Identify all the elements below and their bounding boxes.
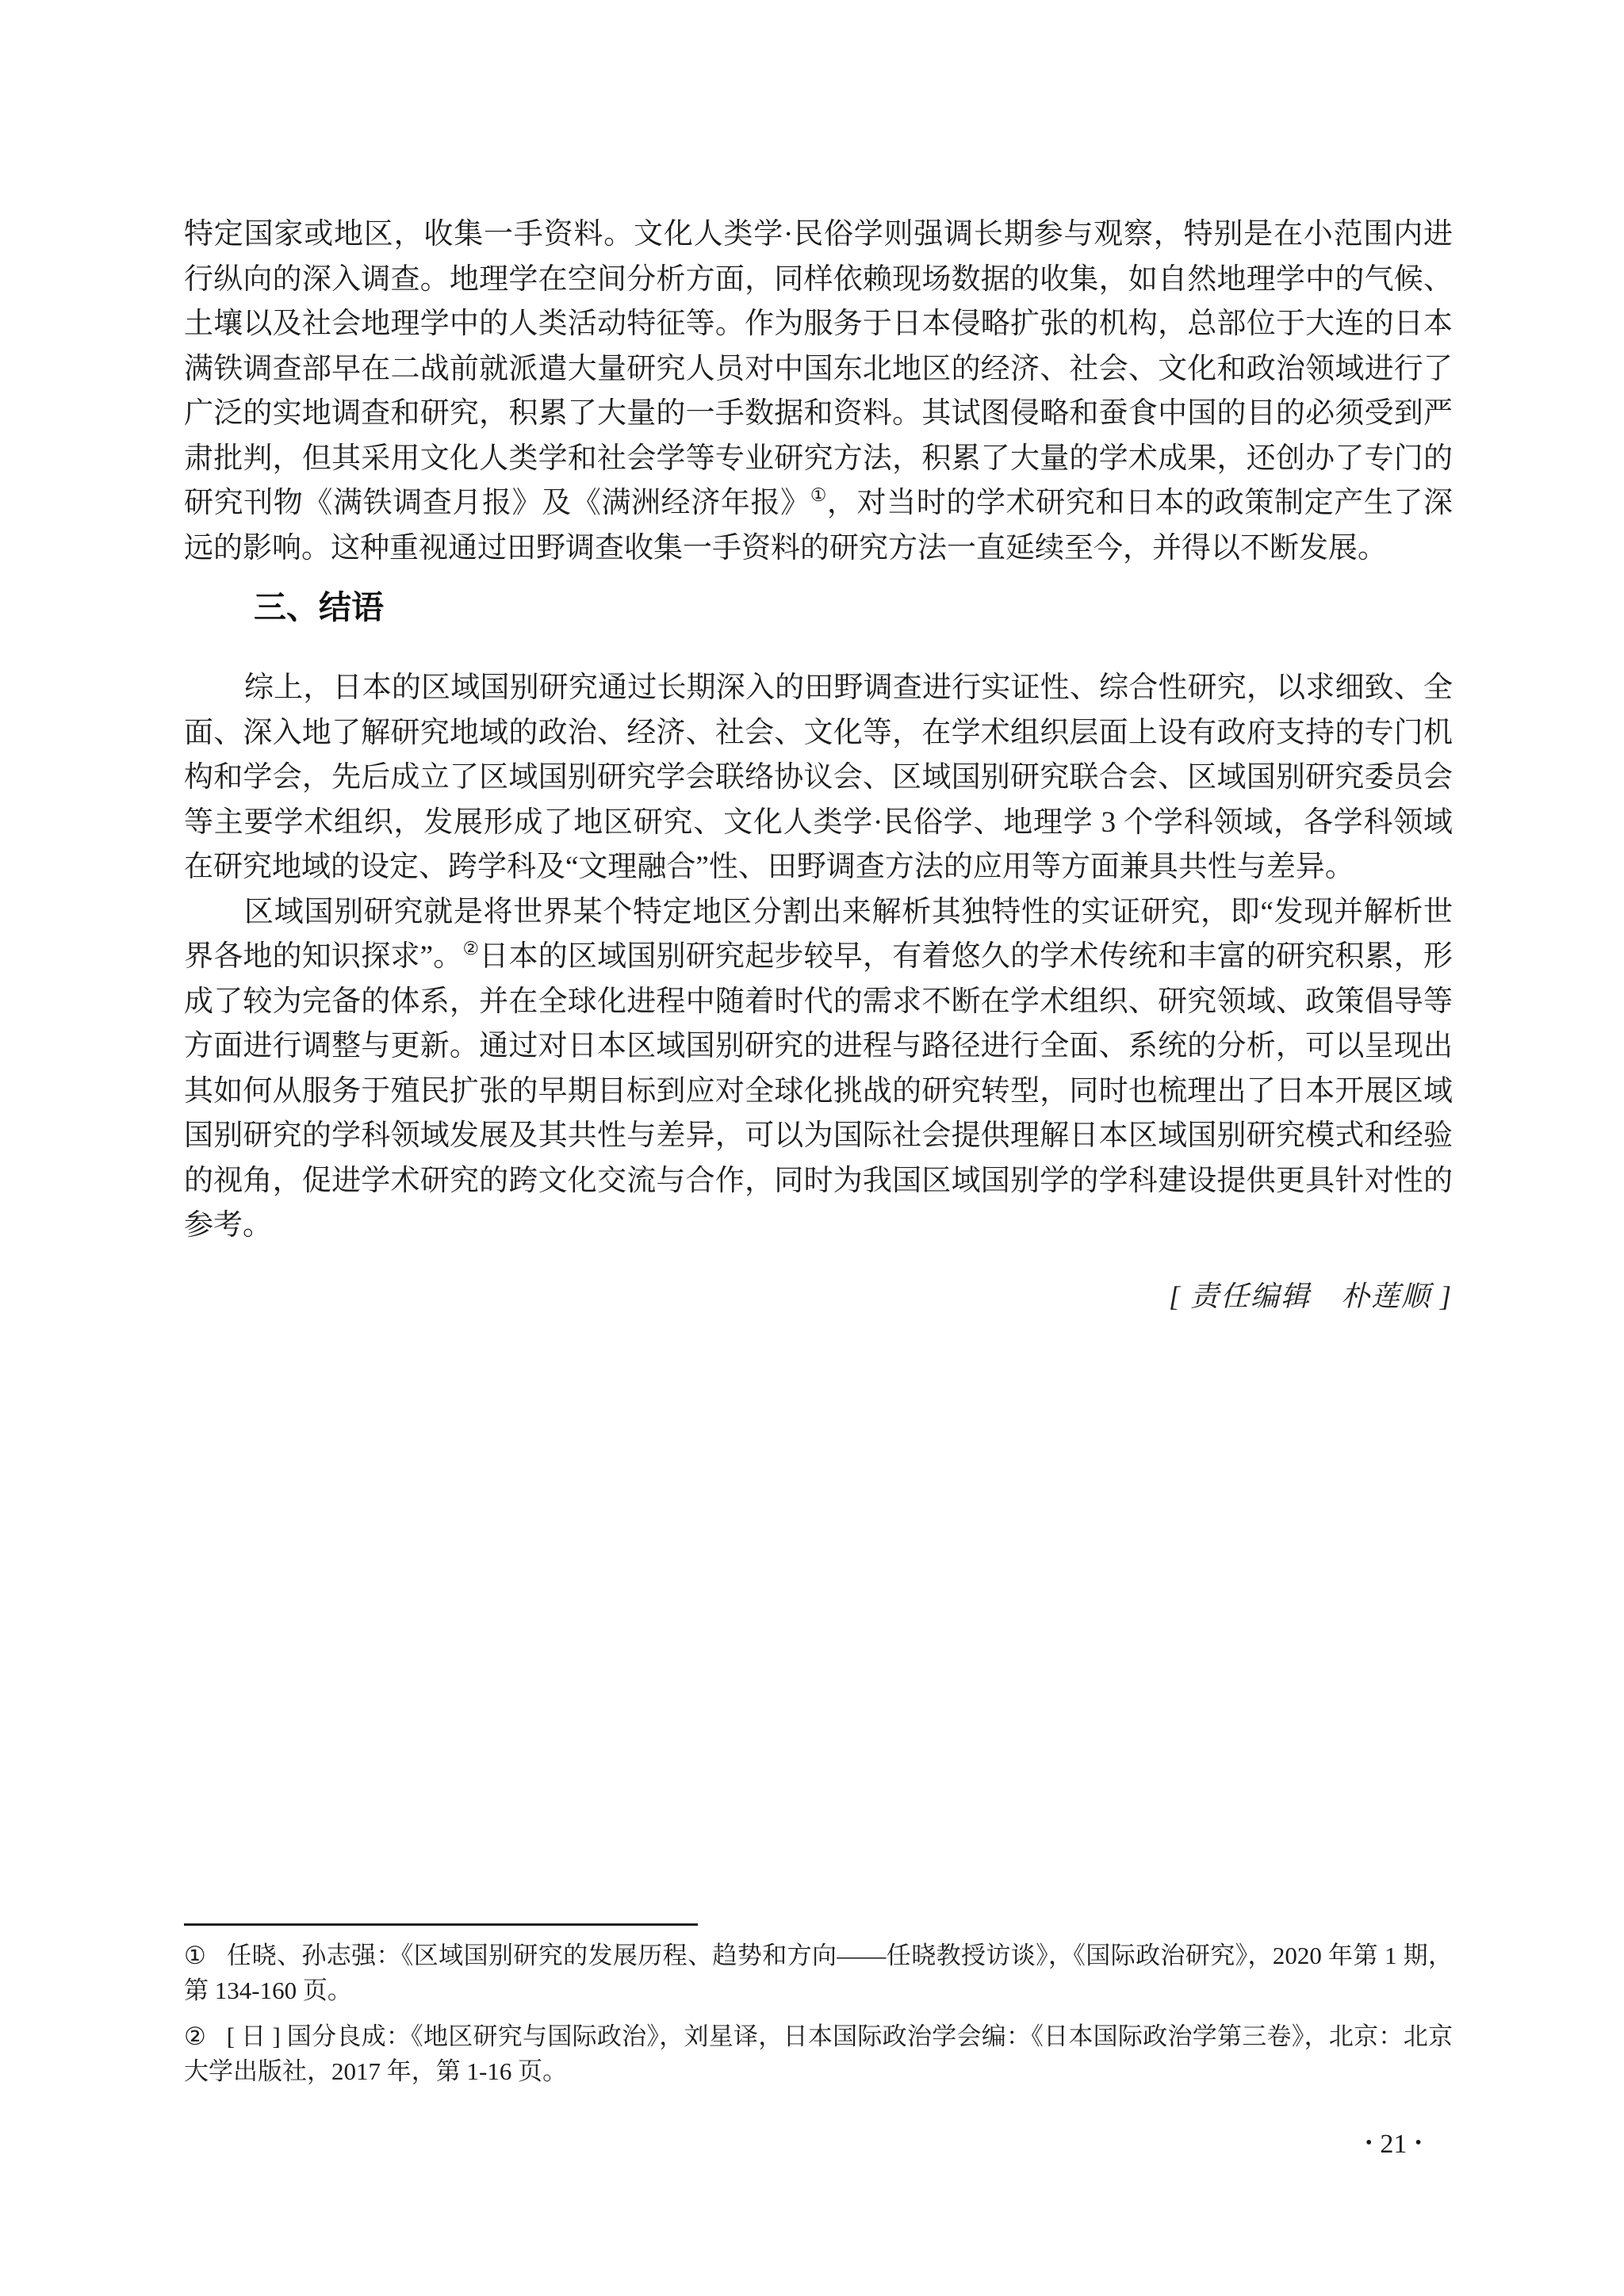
footnote-2-marker: ② [184, 2022, 206, 2050]
article-body [184, 212, 1453, 1318]
section-heading-conclusion: 三、结语 [254, 589, 384, 626]
paragraph-final [184, 890, 1453, 1249]
page-number-value: 21 [1380, 2130, 1408, 2159]
footnote-ref-1: ① [810, 485, 827, 505]
footnote-2 [184, 2019, 1453, 2089]
footnote-ref-2: ② [462, 939, 480, 959]
footnote-1-text: 任晓、孙志强：《区域国别研究的发展历程、趋势和方向——任晓教授访谈》，《国际政治研究》，2020 年第 1 期，第 134-160 页。 [184, 1942, 1453, 2004]
footnote-2-text: [ 日 ] 国分良成：《地区研究与国际政治》，刘星译，日本国际政治学会编：《日本国际政治学第三卷》，北京：北京大学出版社，2017 年，第 1-16 页。 [184, 2022, 1453, 2085]
paragraph-text: 日本的区域国别研究起步较早，有着悠久的学术传统和丰富的研究积累，形成了较为完备的体系，并在全球化进程中随着时代的需求不断在学术组织、研究领域、政策倡导等方面进行调整与更新。通过对日本区域国别研究的进程与路径进行全面、系统的分析，可以呈现出其如何从服务于殖民扩张的早期目标到应对全球化挑战的研究转型，同时也梳理出了日本开展区域国别研究的学科领域发展及其共性与差异，可以为国际社会提供理解日本区域国别研究模式和经验的视角，促进学术研究的跨文化交流与合作，同时为我国区域国别学的学科建设提供更具针对性的参考。 [184, 940, 1454, 1242]
paragraph-summary [184, 666, 1453, 890]
paragraph-text: 特定国家或地区，收集一手资料。文化人类学·民俗学则强调长期参与观察，特别是在小范围内进行纵向的深入调查。地理学在空间分析方面，同样依赖现场数据的收集，如自然地理学中的气候、土壤以及社会地理学中的人类活动特征等。作为服务于日本侵略扩张的机构，总部位于大连的日本满铁调查部早在二战前就派遣大量研究人员对中国东北地区的经济、社会、文化和政治领域进行了广泛的实地调查和研究，积累了大量的一手数据和资料。其试图侵略和蚕食中国的目的必须受到严肃批判，但其采用文化人类学和社会学等专业研究方法，积累了大量的学术成果，还创办了专门的研究刊物《满铁调查月报》及《满洲经济年报》 [184, 218, 1453, 519]
footnote-1-marker: ① [184, 1942, 206, 1969]
paragraph-text: 综上，日本的区域国别研究通过长期深入的田野调查进行实证性、综合性研究，以求细致、全面、深入地了解研究地域的政治、经济、社会、文化等，在学术组织层面上设有政府支持的专门机构和学会，先后成立了区域国别研究学会联络协议会、区域国别研究联合会、区域国别研究委员会等主要学术组织，发展形成了地区研究、文化人类学·民俗学、地理学 3 个学科领域，各学科领域在研究地域的设定、跨学科及“文理融合”性、田野调查方法的应用等方面兼具共性与差异。 [184, 672, 1453, 883]
editor-credit: [ 责任编辑 朴莲顺 ] [1168, 1280, 1453, 1312]
footnotes-section [184, 1923, 1453, 2100]
footnote-1 [184, 1938, 1453, 2008]
footnote-divider [184, 1923, 698, 1926]
paragraph-text: ，对当时的学术研究和日本的政策制定产生了深远的影响。这种重视通过田野调查收集一手资料的研究方法一直延续至今，并得以不断发展。 [184, 487, 1454, 564]
page-number-right-dot: • [1415, 2133, 1422, 2153]
paragraph-continuation [184, 212, 1453, 571]
page-number [1365, 2130, 1422, 2160]
page-number-left-dot: • [1365, 2133, 1373, 2153]
paragraph-text: 区域国别研究就是将世界某个特定地区分割出来解析其独特性的实证研究，即“发现并解析世界各地的知识探求”。 [184, 895, 1453, 973]
